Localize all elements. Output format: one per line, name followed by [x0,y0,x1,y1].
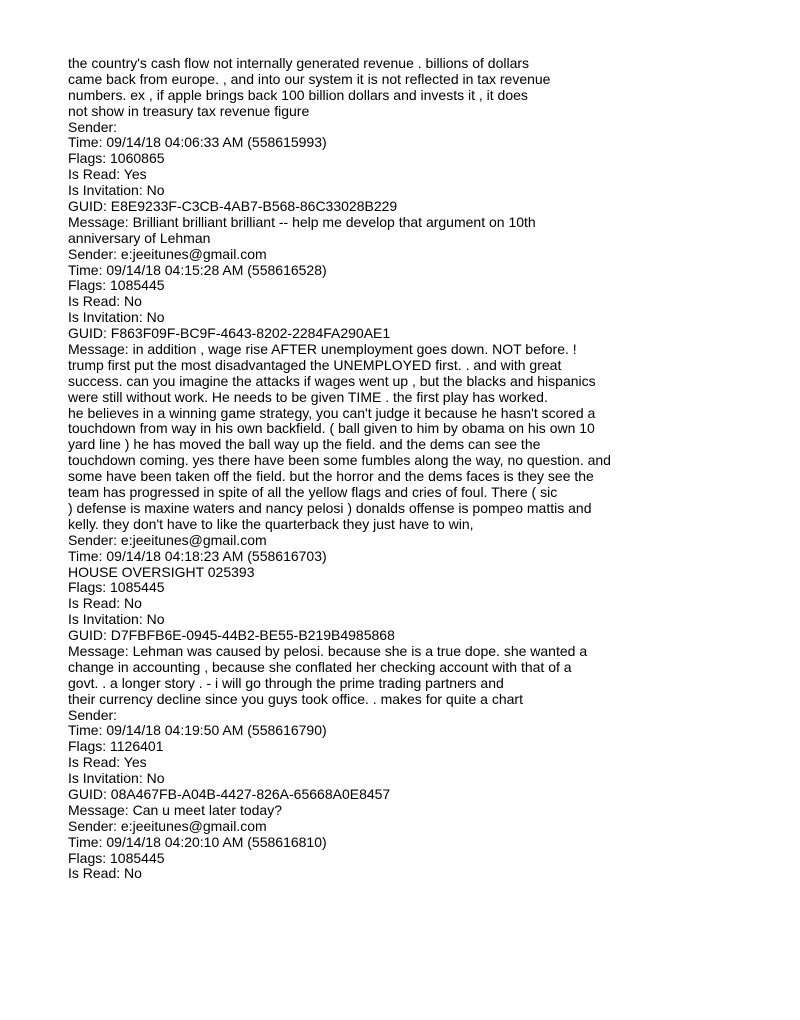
text-line: came back from europe. , and into our system it is not reflected in tax revenue [68,70,551,87]
flags-line: Flags: 1060865 [68,150,165,167]
is-read-line: Is Read: Yes [68,754,147,771]
text-line: anniversary of Lehman [68,229,211,246]
text-line: the country's cash flow not internally generated revenue . billions of dollars [68,55,530,71]
text-line: team has progressed in spite of all the yellow flags and cries of foul. There ( sic [68,484,558,501]
flags-line: Flags: 1085445 [68,579,165,596]
time-line: Time: 09/14/18 04:06:33 AM (558615993) [68,134,327,151]
bates-stamp: HOUSE OVERSIGHT 025393 [68,563,255,580]
guid-line: GUID: E8E9233F-C3CB-4AB7-B568-86C33028B229 [68,198,398,215]
text-line: were still without work. He needs to be given TIME . the first play has worked. [68,388,548,405]
text-line: touchdown coming. yes there have been some fumbles along the way, no question. and [68,452,611,469]
text-line: success. can you imagine the attacks if wages went up , but the blacks and hispanics [68,372,596,389]
is-read-line: Is Read: No [68,293,142,310]
text-line: trump first put the most disadvantaged the UNEMPLOYED first. . and with great [68,356,562,373]
text-line: ) defense is maxine waters and nancy pelosi ) donalds offense is pompeo mattis and [68,499,592,516]
text-line: touchdown from way in his own backfield. ( ball given to him by obama on his own 10 [68,420,595,437]
flags-line: Flags: 1126401 [68,738,164,755]
sender-line: Sender: [68,118,118,135]
text-line: change in accounting , because she conflated her checking account with that of a [68,658,572,675]
sender-line: Sender: e:jeeitunes@gmail.com [68,817,267,834]
time-line: Time: 09/14/18 04:15:28 AM (558616528) [68,261,327,278]
is-read-line: Is Read: No [68,595,142,612]
text-line: not show in treasury tax revenue figure [68,102,310,119]
time-line: Time: 09/14/18 04:20:10 AM (558616810) [68,833,327,850]
document-page [68,56,788,882]
time-line: Time: 09/14/18 04:18:23 AM (558616703) [68,547,327,564]
text-line: kelly. they don't have to like the quarterback they just have to win, [68,515,474,532]
is-invitation-line: Is Invitation: No [68,770,165,787]
text-line: govt. . a longer story . - i will go through the prime trading partners and [68,674,504,691]
is-read-line: Is Read: Yes [68,166,147,183]
time-line: Time: 09/14/18 04:19:50 AM (558616790) [68,722,327,739]
guid-line: GUID: F863F09F-BC9F-4643-8202-2284FA290AE1 [68,325,391,342]
is-read-line: Is Read: No [68,865,142,882]
text-line: numbers. ex , if apple brings back 100 billion dollars and invests it , it does [68,86,528,103]
message-line: Message: Brilliant brilliant brilliant -- help me develop that argument on 10th [68,213,536,230]
sender-line: Sender: e:jeeitunes@gmail.com [68,245,267,262]
text-line: he believes in a winning game strategy, you can't judge it because he hasn't scored a [68,404,596,421]
message-line: Message: in addition , wage rise AFTER unemployment goes down. NOT before. ! [68,341,577,358]
flags-line: Flags: 1085445 [68,277,165,294]
message-line: Message: Can u meet later today? [68,801,283,818]
message-line: Message: Lehman was caused by pelosi. because she is a true dope. she wanted a [68,642,588,659]
sender-line: Sender: e:jeeitunes@gmail.com [68,531,267,548]
guid-line: GUID: D7FBFB6E-0945-44B2-BE55-B219B4985868 [68,627,395,644]
guid-line: GUID: 08A467FB-A04B-4427-826A-65668A0E8457 [68,785,391,802]
text-line: some have been taken off the field. but the horror and the dems faces is they see the [68,468,594,485]
text-line: yard line ) he has moved the ball way up the field. and the dems can see the [68,436,541,453]
is-invitation-line: Is Invitation: No [68,182,165,199]
flags-line: Flags: 1085445 [68,849,165,866]
is-invitation-line: Is Invitation: No [68,611,165,628]
text-line: their currency decline since you guys took office. . makes for quite a chart [68,690,523,707]
is-invitation-line: Is Invitation: No [68,309,165,326]
sender-line: Sender: [68,706,118,723]
